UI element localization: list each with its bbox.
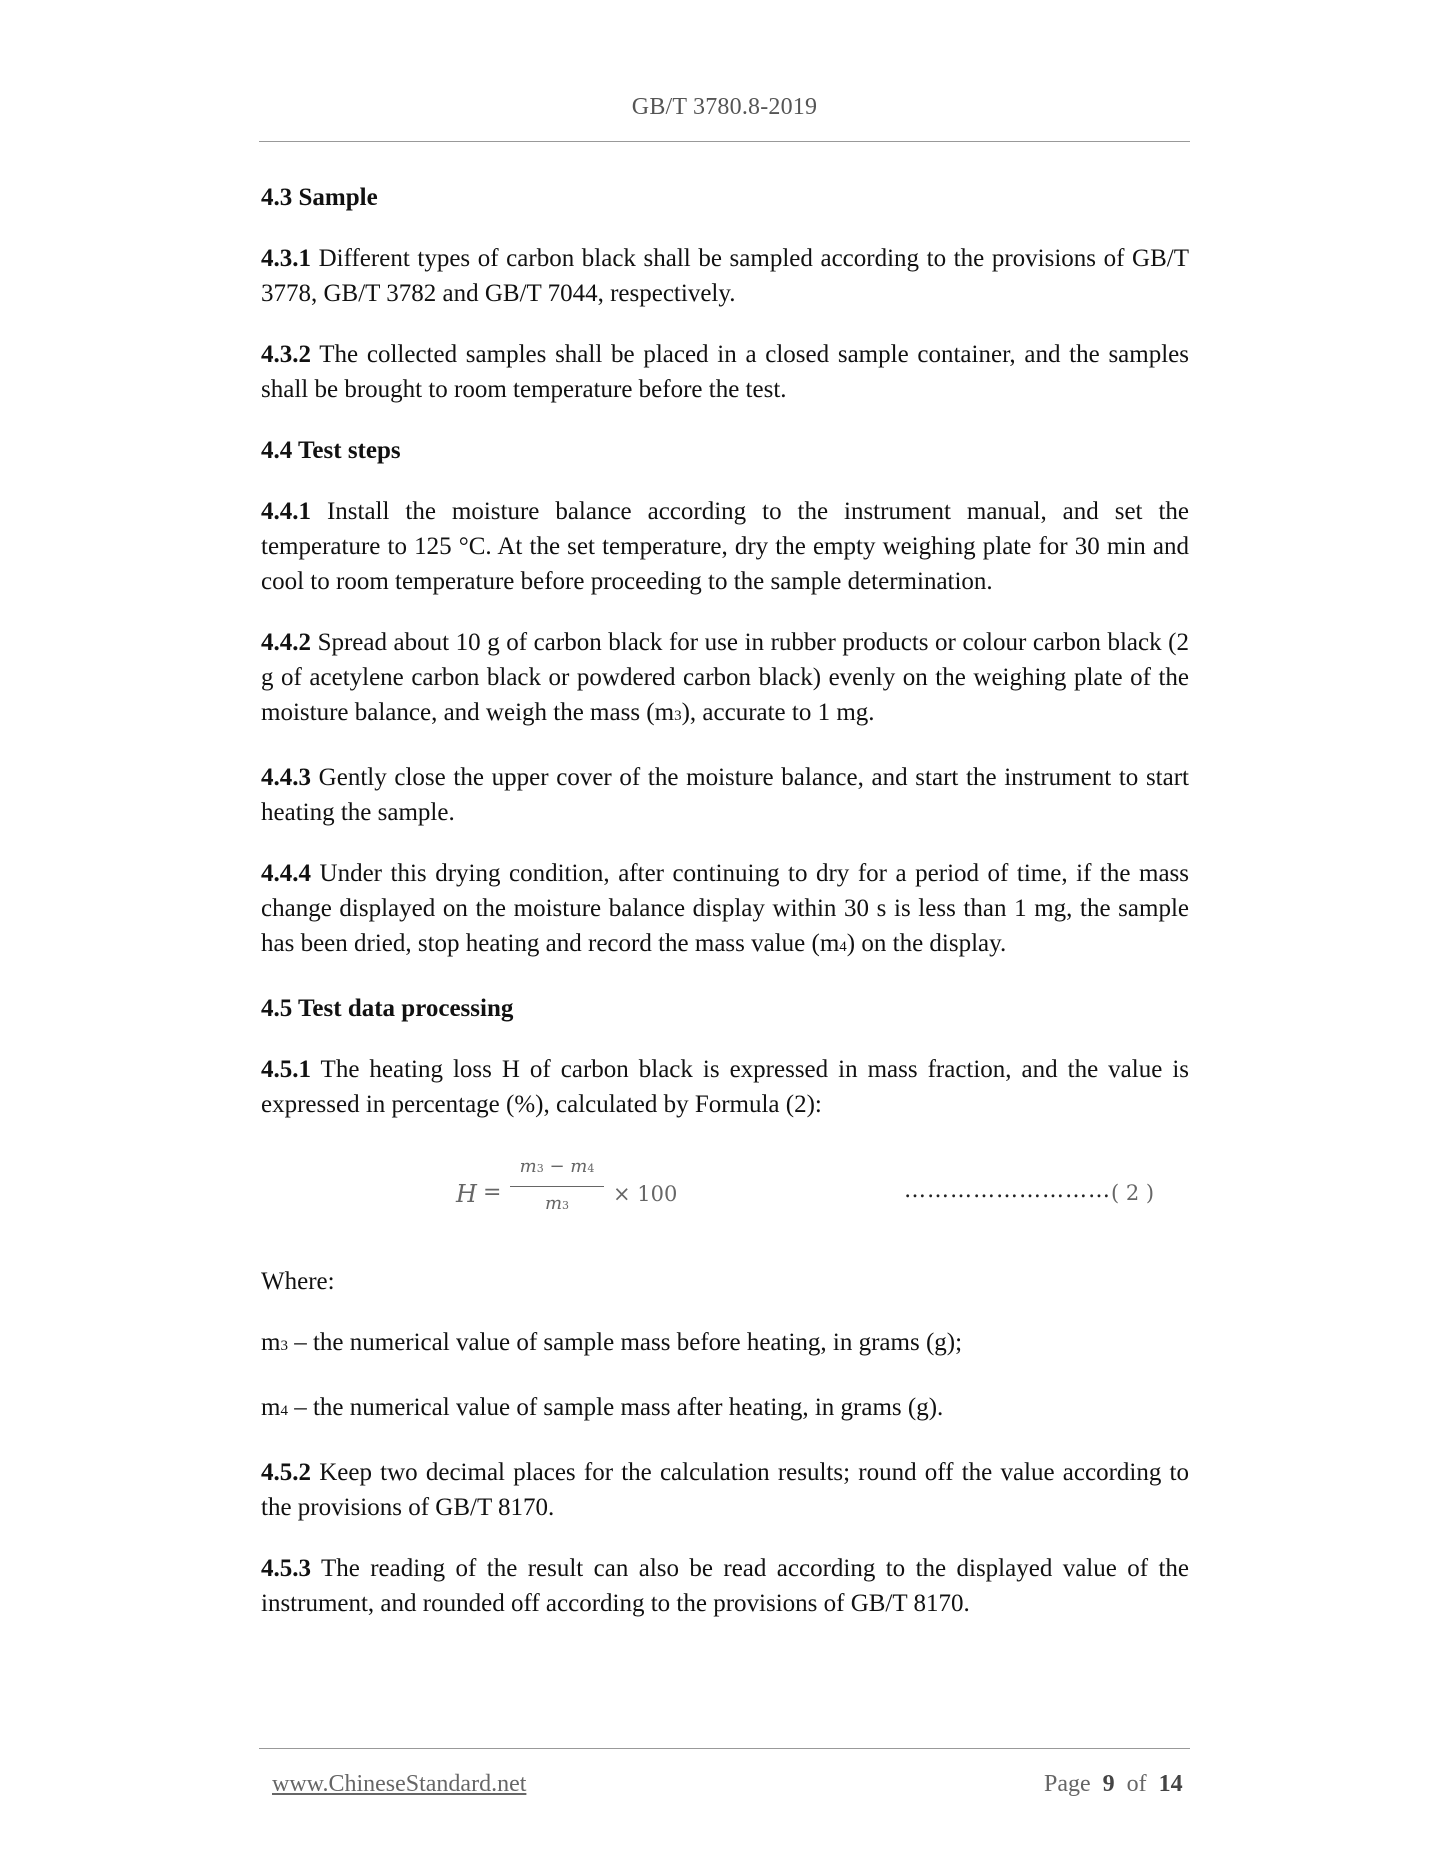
- numerator-sub-a: 3: [536, 1162, 544, 1175]
- minus-sign: −: [543, 1156, 571, 1177]
- clause-number: 4.5.3: [261, 1555, 311, 1582]
- clause-number: 4.4.4: [261, 860, 311, 887]
- formula-multiplier: × 100: [613, 1182, 678, 1206]
- section-heading-4-5: 4.5 Test data processing: [261, 995, 514, 1022]
- clause-text: Keep two decimal places for the calculation results; round off the value according to the provisions of GB/T 8170.: [261, 1459, 1189, 1521]
- clause-text: Different types of carbon black shall be sampled according to the provisions of GB/T 3778, GB/T 3782 and GB/T 7044, respectively.: [261, 245, 1189, 307]
- clause-number: 4.3.2: [261, 341, 311, 368]
- clause-text: Install the moisture balance according to the instrument manual, and set the temperature to 125 °C. At the set temperature, dry the empty weighing plate for 30 min and cool to room temperature before proceeding to the sample determination.: [261, 498, 1189, 595]
- subscript: 3: [280, 1338, 288, 1354]
- clause-text: The reading of the result can also be read according to the displayed value of the instrument, and rounded off according to the provisions of GB/T 8170.: [261, 1555, 1189, 1617]
- clause-4-3-1: [261, 241, 1189, 311]
- clause-4-4-1: [261, 494, 1189, 599]
- definition-var: m: [261, 1329, 281, 1356]
- section-heading-4-4: 4.4 Test steps: [261, 437, 401, 464]
- formula-equals: =: [483, 1180, 502, 1205]
- clause-number: 4.4.2: [261, 629, 311, 656]
- denominator-var: m: [544, 1193, 563, 1214]
- clause-text: Under this drying condition, after continuing to dry for a period of time, if the mass change displayed on the moisture balance display within 30 s is less than 1 mg, the sample has been dried, stop heating and record the mass value (m: [261, 860, 1189, 957]
- clause-text: ), accurate to 1 mg.: [681, 699, 875, 726]
- page-word: Page: [1044, 1771, 1091, 1797]
- clause-number: 4.5.2: [261, 1459, 311, 1486]
- clause-4-3-2: [261, 337, 1189, 407]
- numerator-sub-b: 4: [587, 1162, 595, 1175]
- footer-site-link[interactable]: www.ChineseStandard.net: [272, 1771, 527, 1797]
- clause-4-5-3: [261, 1551, 1189, 1621]
- clause-4-4-2: [261, 625, 1189, 734]
- of-word: of: [1126, 1771, 1147, 1797]
- header-divider: [259, 141, 1190, 142]
- definition-var: m: [261, 1394, 281, 1421]
- formula-fraction: [510, 1154, 604, 1219]
- fraction-bar: [510, 1186, 604, 1187]
- definition-text: – the numerical value of sample mass before heating, in grams (g);: [287, 1329, 963, 1356]
- formula-denominator: [510, 1191, 604, 1219]
- definition-m3: [261, 1325, 1189, 1364]
- clause-text: The heating loss H of carbon black is expressed in mass fraction, and the value is expressed in percentage (%), calculated by Formula (2):: [261, 1056, 1189, 1118]
- page-current: 9: [1102, 1771, 1115, 1797]
- definition-text: – the numerical value of sample mass after heating, in grams (g).: [287, 1394, 944, 1421]
- formula-lhs: H: [456, 1180, 477, 1208]
- clause-number: 4.4.3: [261, 764, 311, 791]
- footer-divider: [259, 1748, 1190, 1749]
- subscript: 4: [839, 939, 847, 955]
- formula-numerator: [510, 1154, 604, 1182]
- definition-m4: [261, 1390, 1189, 1429]
- section-heading-4-3: 4.3 Sample: [261, 184, 378, 211]
- clause-text: Gently close the upper cover of the moisture balance, and start the instrument to start heating the sample.: [261, 764, 1189, 826]
- numerator-var-a: m: [519, 1156, 537, 1177]
- clause-number: 4.4.1: [261, 498, 311, 525]
- numerator-var-b: m: [570, 1156, 588, 1177]
- clause-number: 4.5.1: [261, 1056, 311, 1083]
- clause-4-4-3: [261, 760, 1189, 830]
- clause-4-5-1: [261, 1052, 1189, 1122]
- subscript: 3: [674, 708, 682, 724]
- formula-2: [261, 1144, 1189, 1248]
- document-header: GB/T 3780.8-2019: [631, 94, 818, 120]
- clause-4-4-4: [261, 856, 1189, 965]
- formula-number: ( 2 ): [1111, 1181, 1155, 1205]
- clause-text: Spread about 10 g of carbon black for use in rubber products or colour carbon black (2 g of acetylene carbon black or powdered carbon black) evenly on the weighing plate of the moisture balance, and weigh the mass (m: [261, 629, 1189, 726]
- where-label: Where:: [261, 1268, 335, 1295]
- clause-text: ) on the display.: [846, 930, 1007, 957]
- page-indicator: [1044, 1771, 1183, 1798]
- clause-4-5-2: [261, 1455, 1189, 1525]
- denominator-sub: 3: [562, 1199, 570, 1212]
- clause-number: 4.3.1: [261, 245, 311, 272]
- clause-text: The collected samples shall be placed in a closed sample container, and the samples shall be brought to room temperature before the test.: [261, 341, 1189, 403]
- page-total: 14: [1158, 1771, 1183, 1797]
- formula-leader-dots: ………………………: [904, 1178, 1111, 1203]
- subscript: 4: [280, 1403, 288, 1419]
- document-body: [261, 180, 1189, 1647]
